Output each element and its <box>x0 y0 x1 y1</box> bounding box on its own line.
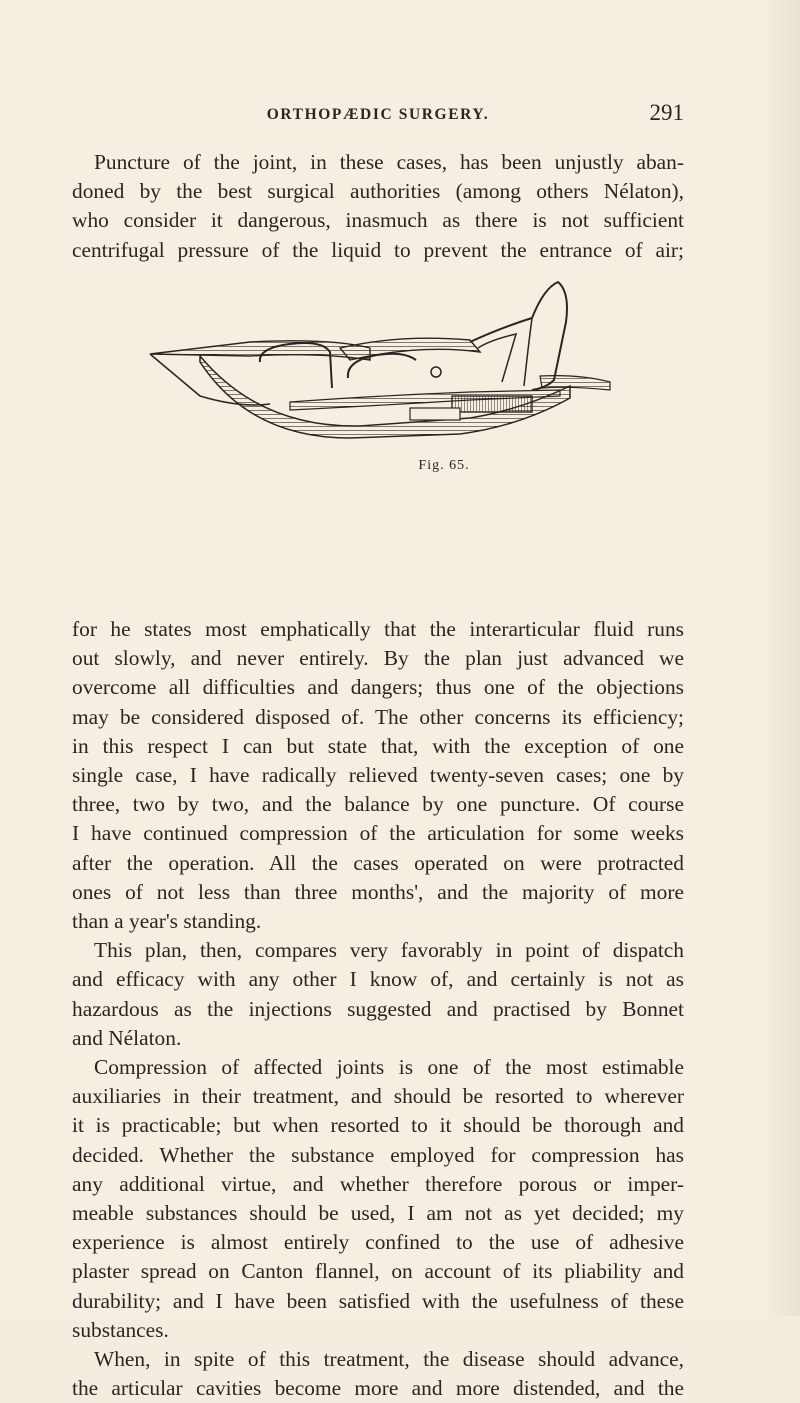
text-line: ones of not less than three months', and the majority of more <box>72 879 684 904</box>
text-line: than a year's standing. <box>72 909 262 934</box>
page-number: 291 <box>649 100 684 125</box>
figure-65-splint-illustration <box>140 278 660 458</box>
text-line: durability; and I have been satisfied with the usefulness of these <box>72 1288 684 1313</box>
text-line: decided. Whether the substance employed for compression has <box>72 1142 684 1167</box>
text-line: and Nélaton. <box>72 1025 182 1050</box>
text-line: out slowly, and never entirely. By the plan just advanced we <box>72 646 684 671</box>
text-line: substances. <box>72 1317 169 1342</box>
text-line: I have continued compression of the articulation for some weeks <box>72 821 684 846</box>
running-head: ORTHOPÆDIC SURGERY. <box>266 106 490 123</box>
text-line: meable substances should be used, I am not as yet decided; my <box>72 1201 684 1226</box>
text-line: centrifugal pressure of the liquid to prevent the entrance of air; <box>72 237 684 262</box>
text-line: the articular cavities become more and more distended, and the <box>72 1376 684 1401</box>
text-line: single case, I have radically relieved twenty-seven cases; one by <box>72 763 684 788</box>
text-line: may be considered disposed of. The other concerns its efficiency; <box>72 704 684 729</box>
text-line: doned by the best surgical authorities (among others Nélaton), <box>72 179 684 204</box>
figure-caption-text: Fig. 65. <box>418 458 470 473</box>
figure-caption <box>0 458 800 474</box>
text-line: who consider it dangerous, inasmuch as there is not sufficient <box>72 208 684 233</box>
paragraph-1 <box>72 148 684 265</box>
paragraph-2 <box>72 615 684 936</box>
text-line: in this respect I can but state that, with the exception of one <box>72 733 684 758</box>
paragraph-5 <box>72 1345 684 1403</box>
text-line: for he states most emphatically that the interarticular fluid runs <box>72 617 684 641</box>
text-line: auxiliaries in their treatment, and should be resorted to wherever <box>72 1084 684 1109</box>
text-line: This plan, then, compares very favorably in point of dispatch <box>94 938 684 963</box>
text-line: Puncture of the joint, in these cases, has been unjustly aban- <box>94 150 684 174</box>
text-line: When, in spite of this treatment, the disease should advance, <box>94 1347 684 1372</box>
text-line: three, two by two, and the balance by one puncture. Of course <box>72 792 684 817</box>
paragraph-4 <box>72 1053 684 1345</box>
text-line: after the operation. All the cases operated on were protracted <box>72 850 684 875</box>
text-line: experience is almost entirely confined to the use of adhesive <box>72 1230 684 1255</box>
text-line: overcome all difficulties and dangers; thus one of the objections <box>72 675 684 700</box>
splint-engraving <box>140 278 660 458</box>
text-line: Compression of affected joints is one of the most estimable <box>94 1055 684 1080</box>
text-line: plaster spread on Canton flannel, on account of its pliability and <box>72 1259 684 1284</box>
paragraph-3 <box>72 936 684 1053</box>
text-line: any additional virtue, and whether therefore porous or imper- <box>72 1171 684 1196</box>
text-line: and efficacy with any other I know of, and certainly is not as <box>72 967 684 992</box>
text-line: it is practicable; but when resorted to it should be thorough and <box>72 1113 684 1138</box>
page-header <box>72 100 684 134</box>
text-body <box>72 615 684 1403</box>
text-line: hazardous as the injections suggested and practised by Bonnet <box>72 996 684 1021</box>
